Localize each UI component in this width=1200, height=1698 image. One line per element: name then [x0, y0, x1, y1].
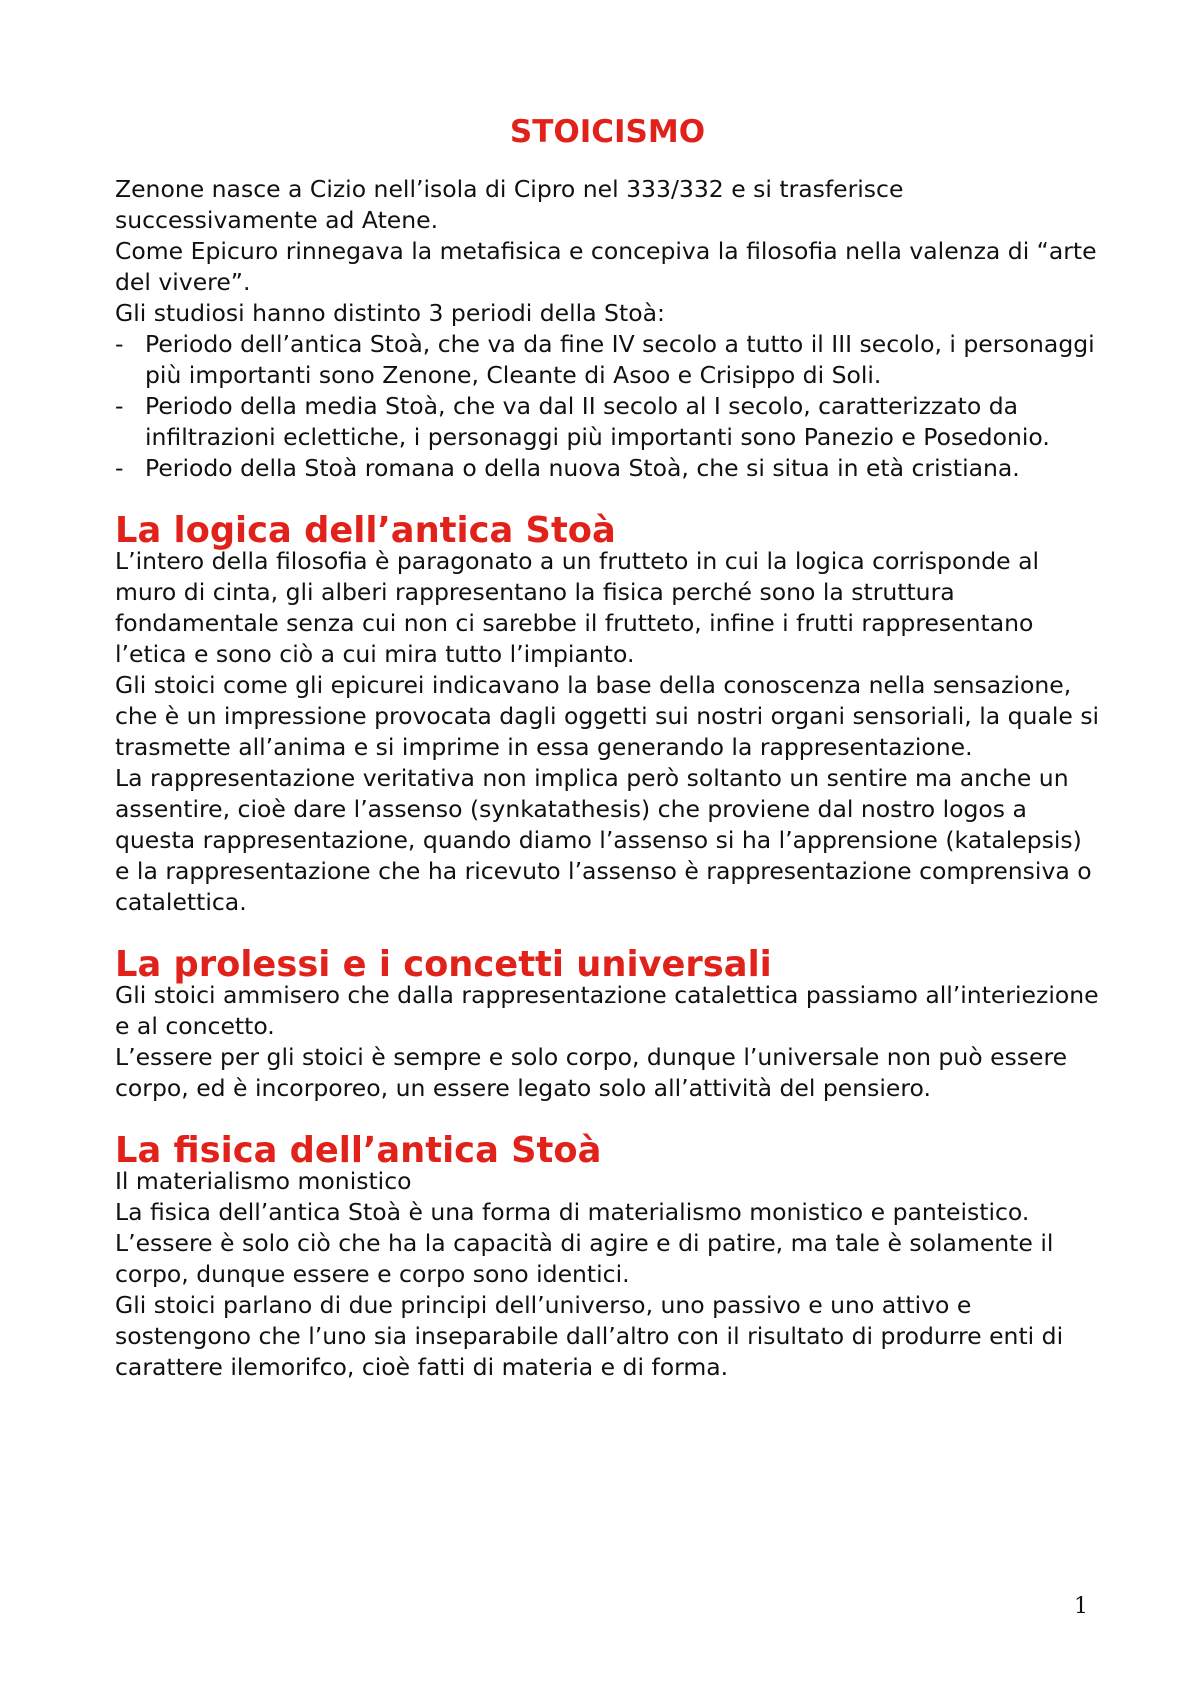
list-item-text: Periodo della Stoà romana o della nuova Stoà, che si situa in età cristiana. — [145, 454, 1020, 482]
document-body — [115, 112, 1100, 1383]
section-heading: La prolessi e i concetti universali — [115, 944, 772, 985]
list-marker: - — [115, 330, 124, 358]
section-paragraph: La rappresentazione veritativa non implica però soltanto un sentire ma anche un assentire, cioè dare l’assenso (synkatathesis) che proviene dal nostro logos a questa rappresentazione, quando diamo l’assenso si ha l’apprensione (katalepsis) e la rappresentazione che ha ricevuto l’assenso è rappresentazione comprensiva o catalettica. — [115, 764, 1092, 916]
section-paragraph: La fisica dell’antica Stoà è una forma di materialismo monistico e panteistico. — [115, 1198, 1030, 1226]
document-title: STOICISMO — [509, 114, 706, 150]
section-heading: La logica dell’antica Stoà — [115, 510, 616, 551]
intro-paragraph: Zenone nasce a Cizio nell’isola di Cipro nel 333/332 e si trasferisce successivamente ad Atene. — [115, 175, 904, 234]
section-paragraph: Il materialismo monistico — [115, 1167, 412, 1195]
page-number: 1 — [1074, 1594, 1088, 1619]
list-item — [115, 329, 1100, 391]
section-paragraph: Gli stoici parlano di due principi dell’universo, uno passivo e uno attivo e sostengono che l’uno sia inseparabile dall’altro con il risultato di produrre enti di carattere ilemorifco, cioè fatti di materia e di forma. — [115, 1291, 1064, 1381]
section-prolessi — [115, 944, 1100, 1104]
intro-paragraph: Gli studiosi hanno distinto 3 periodi della Stoà: — [115, 299, 665, 327]
list-item-text: Periodo della media Stoà, che va dal II secolo al I secolo, caratterizzato da infiltrazioni eclettiche, i personaggi più importanti sono Panezio e Posedonio. — [145, 392, 1050, 451]
periods-list — [115, 329, 1100, 484]
section-logica — [115, 510, 1100, 918]
section-paragraph: Gli stoici ammisero che dalla rappresentazione catalettica passiamo all’interiezione e al concetto. — [115, 981, 1099, 1040]
section-paragraph: Gli stoici come gli epicurei indicavano la base della conoscenza nella sensazione, che è un impressione provocata dagli oggetti sui nostri organi sensoriali, la quale si trasmette all’anima e si imprime in essa generando la rappresentazione. — [115, 671, 1100, 761]
section-paragraph: L’essere è solo ciò che ha la capacità di agire e di patire, ma tale è solamente il corpo, dunque essere e corpo sono identici. — [115, 1229, 1054, 1288]
intro-paragraph: Come Epicuro rinnegava la metafisica e concepiva la filosofia nella valenza di “arte del vivere”. — [115, 237, 1097, 296]
list-item — [115, 391, 1100, 453]
list-item-text: Periodo dell’antica Stoà, che va da fine IV secolo a tutto il III secolo, i personaggi più importanti sono Zenone, Cleante di Asoo e Crisippo di Soli. — [145, 330, 1095, 389]
list-item — [115, 453, 1100, 484]
section-heading: La fisica dell’antica Stoà — [115, 1130, 602, 1171]
section-fisica — [115, 1130, 1100, 1383]
list-marker: - — [115, 392, 124, 420]
section-paragraph: L’intero della filosofia è paragonato a un frutteto in cui la logica corrisponde al muro di cinta, gli alberi rappresentano la fisica perché sono la struttura fondamentale senza cui non ci sarebbe il frutteto, infine i frutti rappresentano l’etica e sono ciò a cui mira tutto l’impianto. — [115, 547, 1040, 668]
section-paragraph: L’essere per gli stoici è sempre e solo corpo, dunque l’universale non può essere corpo, ed è incorporeo, un essere legato solo all’attività del pensiero. — [115, 1043, 1068, 1102]
list-marker: - — [115, 454, 124, 482]
intro-section — [115, 174, 1100, 484]
